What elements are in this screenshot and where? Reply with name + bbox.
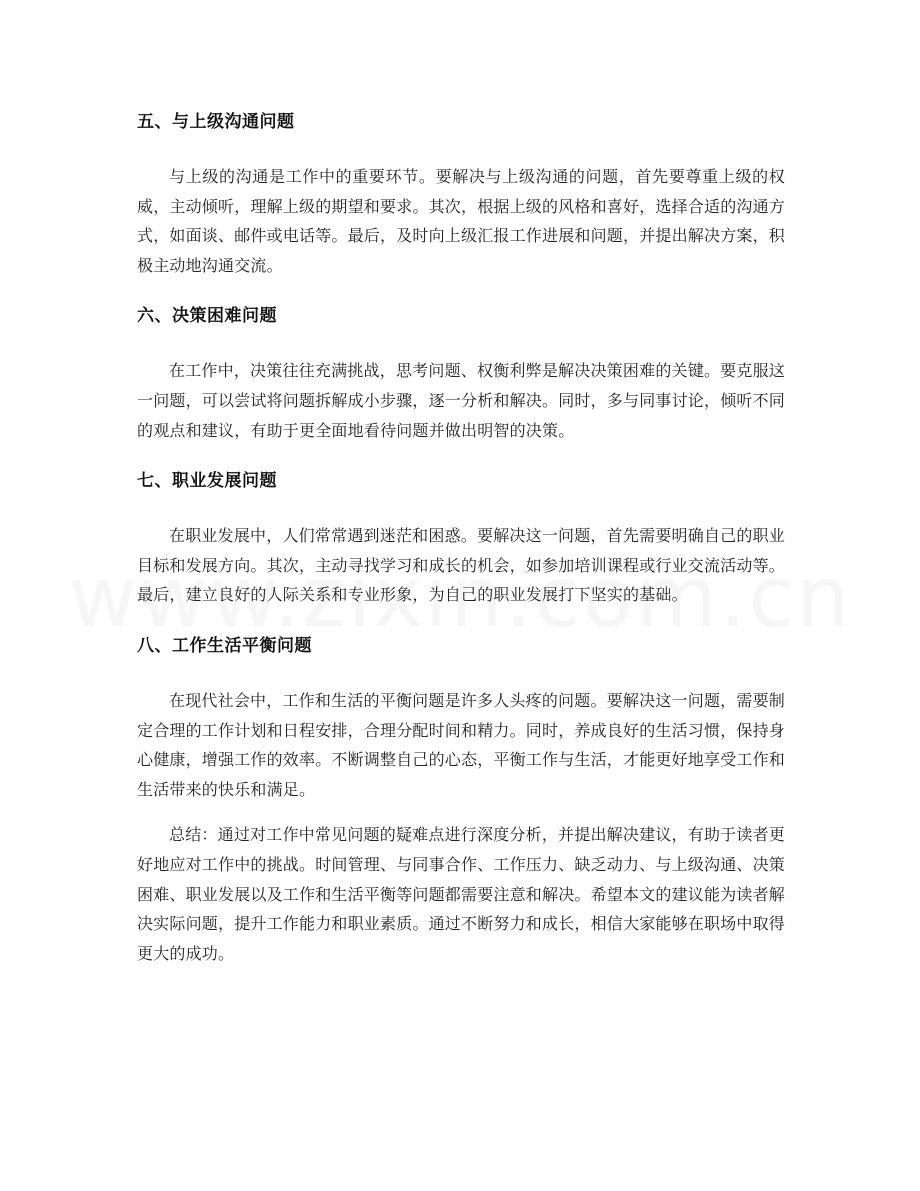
document-body: [137, 102, 785, 968]
section-heading-8: 八、工作生活平衡问题: [137, 635, 312, 656]
section-heading-7: 七、职业发展问题: [137, 471, 277, 492]
section-heading-6: 六、决策困难问题: [137, 306, 277, 327]
section-paragraph-8: 在现代社会中，工作和生活的平衡问题是许多人头疼的问题。要解决这一问题，需要制定合理的工作计划和日程安排，合理分配时间和精力。同时，养成良好的生活习惯，保持身心健康，增强工作的效率。不断调整自己的心态，平衡工作与生活，才能更好地享受工作和生活带来的快乐和满足。: [137, 690, 786, 799]
summary-paragraph: 总结：通过对工作中常见问题的疑难点进行深度分析，并提出解决建议，有助于读者更好地应对工作中的挑战。时间管理、与同事合作、工作压力、缺乏动力、与上级沟通、决策困难、职业发展以及工作和生活平衡等问题都需要注意和解决。希望本文的建议能为读者解决实际问题，提升工作能力和职业素质。通过不断努力和成长，相信大家能够在职场中取得更大的成功。: [137, 825, 786, 963]
section-heading-5: 五、与上级沟通问题: [137, 112, 295, 132]
section-paragraph-6: 在工作中，决策往往充满挑战，思考问题、权衡利弊是解决决策困难的关键。要克服这一问题，可以尝试将问题拆解成小步骤，逐一分析和解决。同时，多与同事讨论，倾听不同的观点和建议，有助于更全面地看待问题并做出明智的决策。: [137, 361, 786, 440]
section-paragraph-5: 与上级的沟通是工作中的重要环节。要解决与上级沟通的问题，首先要尊重上级的权威，主动倾听，理解上级的期望和要求。其次，根据上级的风格和喜好，选择合适的沟通方式，如面谈、邮件或电话等。最后，及时向上级汇报工作进展和问题，并提出解决方案，积极主动地沟通交流。: [137, 167, 786, 275]
section-paragraph-7: 在职业发展中，人们常常遇到迷茫和困惑。要解决这一问题，首先需要明确自己的职业目标和发展方向。其次，主动寻找学习和成长的机会，如参加培训课程或行业交流活动等。最后，建立良好的人际关系和专业形象，为自己的职业发展打下坚实的基础。: [137, 526, 786, 605]
